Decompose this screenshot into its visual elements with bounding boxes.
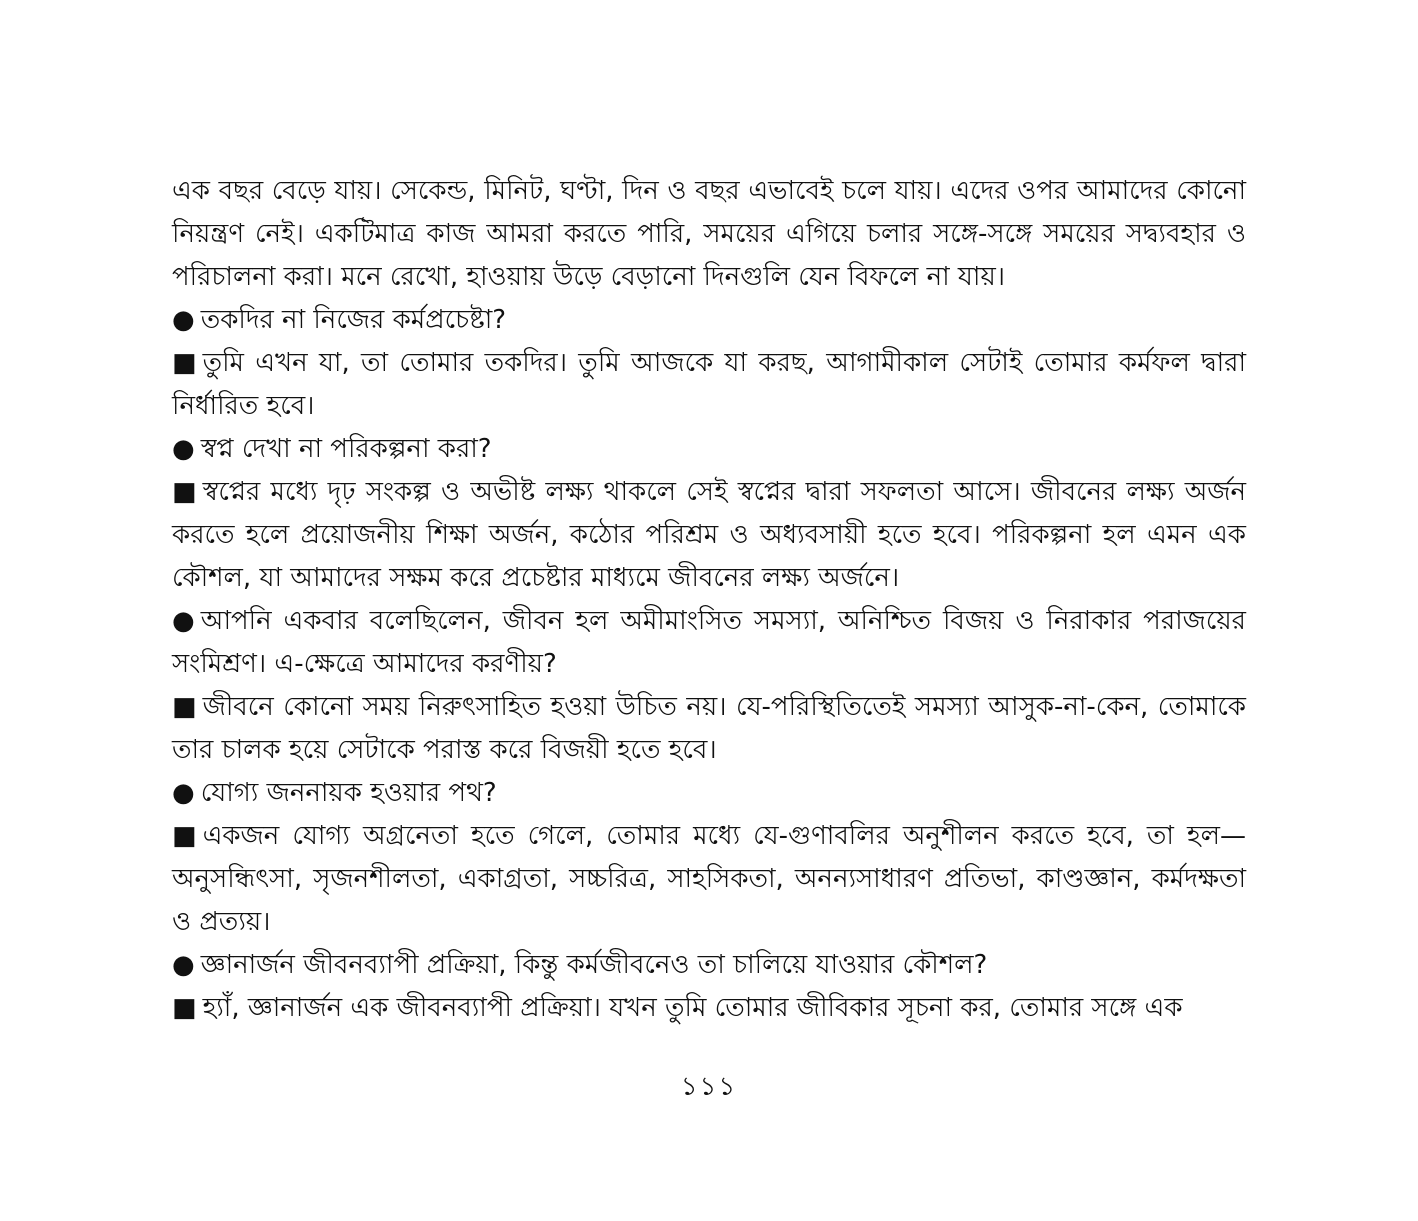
bullet-square-icon: ■ (172, 993, 197, 1023)
question-4 (172, 772, 1246, 815)
answer-5-text: হ্যাঁ, জ্ঞানার্জন এক জীবনব্যাপী প্রক্রিয়া। যখন তুমি তোমার জীবিকার সূচনা কর, তোমার সঙ্গে এক (202, 993, 1183, 1023)
question-3-text: আপনি একবার বলেছিলেন, জীবন হল অমীমাংসিত সমস্যা, অনিশ্চিত বিজয় ও নিরাকার পরাজয়ের সংমিশ্রণ। এ-ক্ষেত্রে আমাদের করণীয়? (172, 606, 1246, 679)
answer-1-text: তুমি এখন যা, তা তোমার তকদির। তুমি আজকে যা করছ, আগামীকাল সেটাই তোমার কর্মফল দ্বারা নির্ধারিত হবে। (172, 348, 1246, 421)
question-4-text: যোগ্য জননায়ক হওয়ার পথ? (200, 778, 497, 808)
bullet-circle-icon: ● (172, 434, 195, 464)
bullet-circle-icon: ● (172, 606, 195, 636)
question-5-text: জ্ঞানার্জন জীবনব্যাপী প্রক্রিয়া, কিন্তু কর্মজীবনেও তা চালিয়ে যাওয়ার কৌশল? (200, 950, 988, 980)
question-2 (172, 428, 1246, 471)
question-5 (172, 944, 1246, 987)
answer-3 (172, 686, 1246, 772)
bullet-circle-icon: ● (172, 305, 195, 335)
answer-1 (172, 342, 1246, 428)
question-1 (172, 299, 1246, 342)
bullet-square-icon: ■ (172, 692, 197, 722)
bullet-square-icon: ■ (172, 348, 197, 378)
bullet-square-icon: ■ (172, 477, 197, 507)
bullet-circle-icon: ● (172, 778, 195, 808)
answer-2 (172, 471, 1246, 600)
bullet-square-icon: ■ (172, 821, 197, 851)
question-2-text: স্বপ্ন দেখা না পরিকল্পনা করা? (200, 434, 492, 464)
bullet-circle-icon: ● (172, 950, 195, 980)
question-1-text: তকদির না নিজের কর্মপ্রচেষ্টা? (200, 305, 507, 335)
answer-3-text: জীবনে কোনো সময় নিরুৎসাহিত হওয়া উচিত নয়। যে-পরিস্থিতিতেই সমস্যা আসুক-না-কেন, তোমাকে তার চালক হয়ে সেটাকে পরাস্ত করে বিজয়ী হতে হবে। (172, 692, 1246, 765)
answer-4-text: একজন যোগ্য অগ্রনেতা হতে গেলে, তোমার মধ্যে যে-গুণাবলির অনুশীলন করতে হবে, তা হল— অনুসন্ধিৎসা, সৃজনশীলতা, একাগ্রতা, সচ্চরিত্র, সাহসিকতা, অনন্যসাধারণ প্রতিভা, কাণ্ডজ্ঞান, কর্মদক্ষতা ও প্রত্যয়। (172, 821, 1246, 937)
page-number: ১১১ (680, 1072, 738, 1102)
answer-2-text: স্বপ্নের মধ্যে দৃঢ় সংকল্প ও অভীষ্ট লক্ষ্য থাকলে সেই স্বপ্নের দ্বারা সফলতা আসে। জীবনের লক্ষ্য অর্জন করতে হলে প্রয়োজনীয় শিক্ষা অর্জন, কঠোর পরিশ্রম ও অধ্যবসায়ী হতে হবে। পরিকল্পনা হল এমন এক কৌশল, যা আমাদের সক্ষম করে প্রচেষ্টার মাধ্যমে জীবনের লক্ষ্য অর্জনে। (172, 477, 1246, 593)
answer-4 (172, 815, 1246, 944)
page-body (172, 170, 1246, 1030)
question-3 (172, 600, 1246, 686)
intro-paragraph: এক বছর বেড়ে যায়। সেকেন্ড, মিনিট, ঘণ্টা, দিন ও বছর এভাবেই চলে যায়। এদের ওপর আমাদের কোনো নিয়ন্ত্রণ নেই। একটিমাত্র কাজ আমরা করতে পারি, সময়ের এগিয়ে চলার সঙ্গে-সঙ্গে সময়ের সদ্ব্যবহার ও পরিচালনা করা। মনে রেখো, হাওয়ায় উড়ে বেড়ানো দিনগুলি যেন বিফলে না যায়। (172, 176, 1246, 292)
answer-5 (172, 987, 1246, 1030)
